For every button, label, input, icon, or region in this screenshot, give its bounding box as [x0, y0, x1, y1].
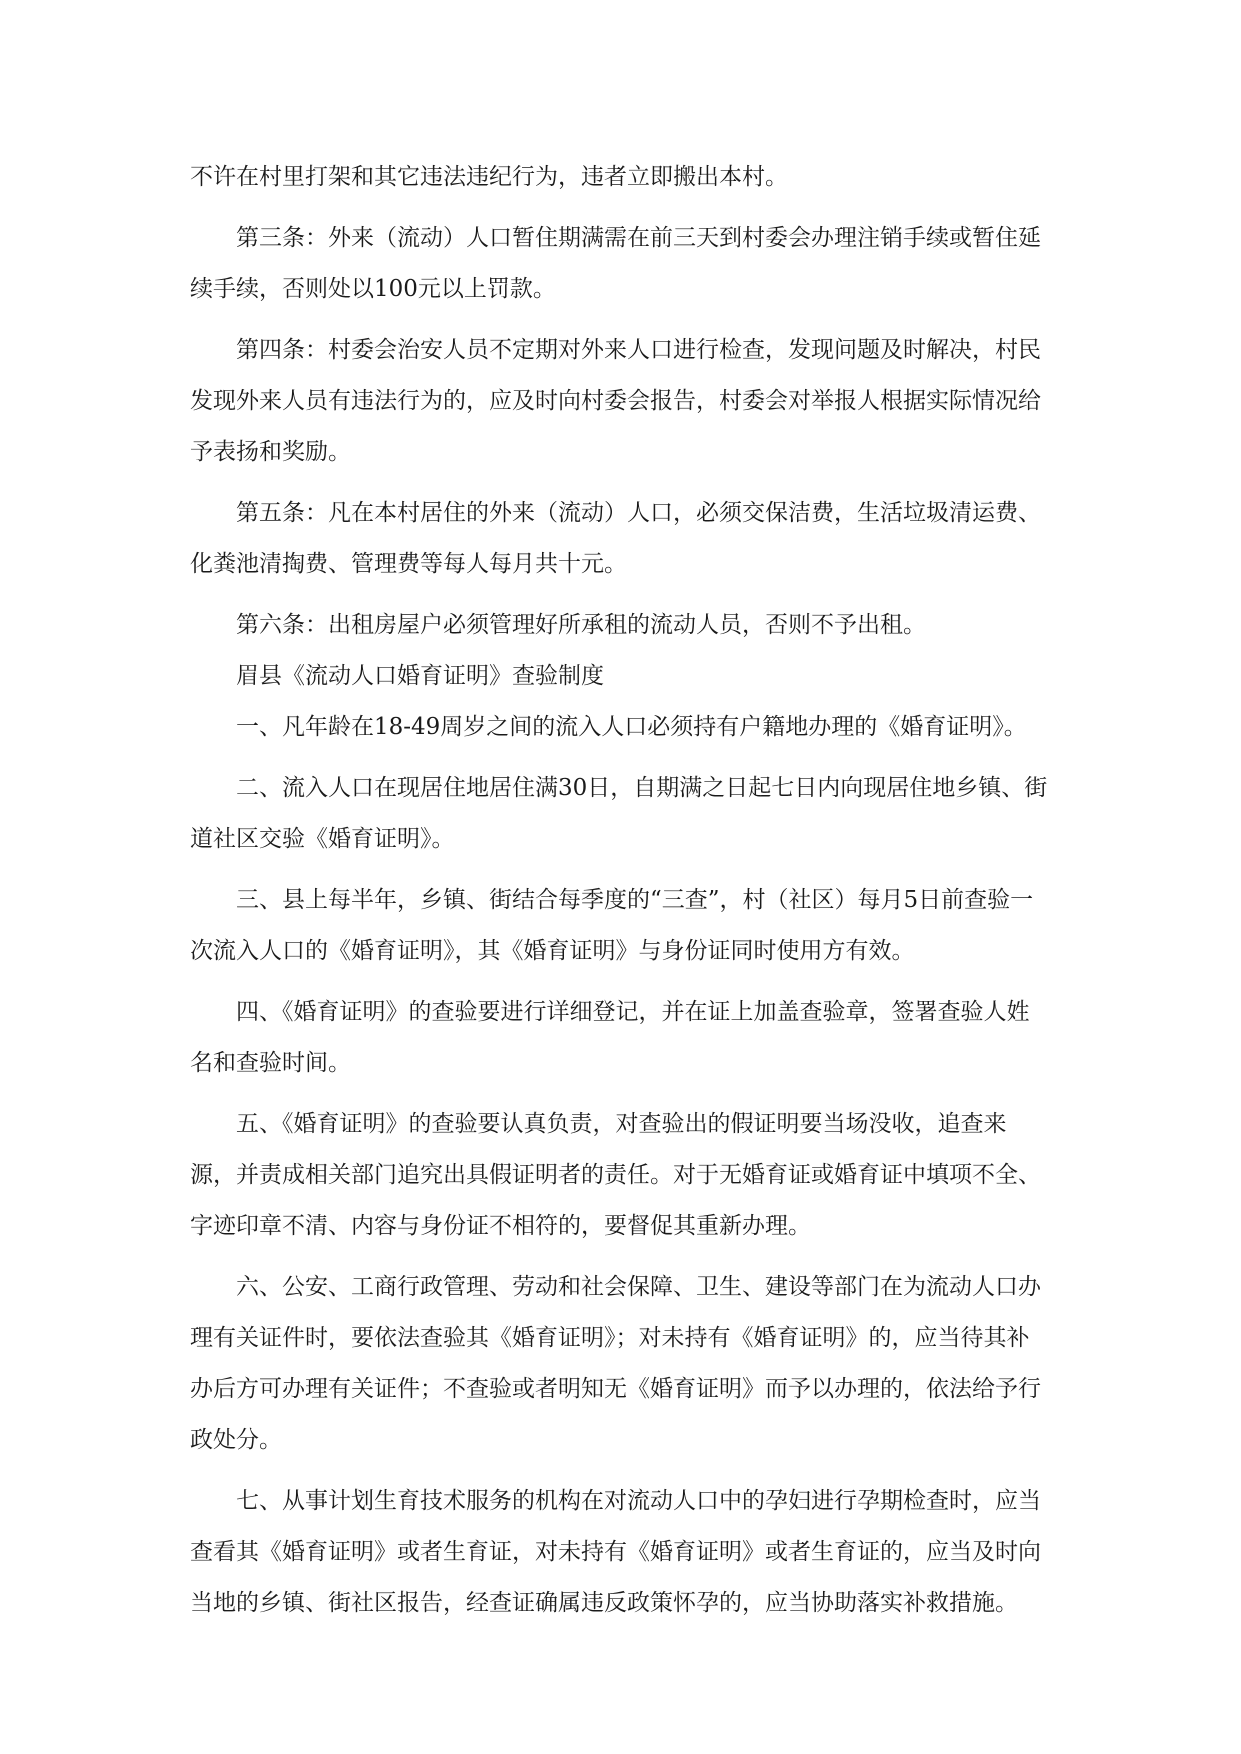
paragraph-item-5: 五、《婚育证明》的查验要认真负责，对查验出的假证明要当场没收，追查来源，并责成相关部门追究出具假证明者的责任。对于无婚育证或婚育证中填项不全、字迹印章不清、内容与身份证不相符的，要督促其重新办理。: [190, 1111, 1041, 1239]
paragraph-item-3: 三、县上每半年，乡镇、街结合每季度的“三查”，村（社区）每月5日前查验一次流入人口的《婚育证明》，其《婚育证明》与身份证同时使用方有效。: [190, 887, 1034, 964]
paragraph-article-4: 第四条：村委会治安人员不定期对外来人口进行检查，发现问题及时解决，村民发现外来人员有违法行为的，应及时向村委会报告，村委会对举报人根据实际情况给予表扬和奖励。: [190, 337, 1041, 465]
paragraph-item-7: 七、从事计划生育技术服务的机构在对流动人口中的孕妇进行孕期检查时，应当查看其《婚育证明》或者生育证，对未持有《婚育证明》或者生育证的，应当及时向当地的乡镇、街社区报告，经查证确属违反政策怀孕的，应当协助落实补救措施。: [190, 1488, 1041, 1616]
paragraph-article-6: 第六条：出租房屋户必须管理好所承租的流动人员，否则不予出租。: [236, 612, 926, 638]
paragraph-article-5: 第五条：凡在本村居住的外来（流动）人口，必须交保洁费，生活垃圾清运费、化粪池清掏费、管理费等每人每月共十元。: [190, 500, 1041, 577]
paragraph-item-2: 二、流入人口在现居住地居住满30日，自期满之日起七日内向现居住地乡镇、街道社区交验《婚育证明》。: [190, 775, 1048, 852]
paragraph-item-4: 四、《婚育证明》的查验要进行详细登记，并在证上加盖查验章，签署查验人姓名和查验时间。: [190, 999, 1030, 1076]
paragraph-article-3: 第三条：外来（流动）人口暂住期满需在前三天到村委会办理注销手续或暂住延续手续，否则处以100元以上罚款。: [190, 225, 1041, 302]
paragraph-item-1: 一、凡年龄在18-49周岁之间的流入人口必须持有户籍地办理的《婚育证明》。: [236, 714, 1027, 740]
section-heading: 眉县《流动人口婚育证明》查验制度: [236, 663, 604, 689]
paragraph-continuation: 不许在村里打架和其它违法违纪行为，违者立即搬出本村。: [190, 164, 788, 190]
document-body: [190, 152, 1050, 1629]
paragraph-item-6: 六、公安、工商行政管理、劳动和社会保障、卫生、建设等部门在为流动人口办理有关证件时，要依法查验其《婚育证明》；对未持有《婚育证明》的，应当待其补办后方可办理有关证件；不查验或者明知无《婚育证明》而予以办理的，依法给予行政处分。: [190, 1274, 1041, 1453]
